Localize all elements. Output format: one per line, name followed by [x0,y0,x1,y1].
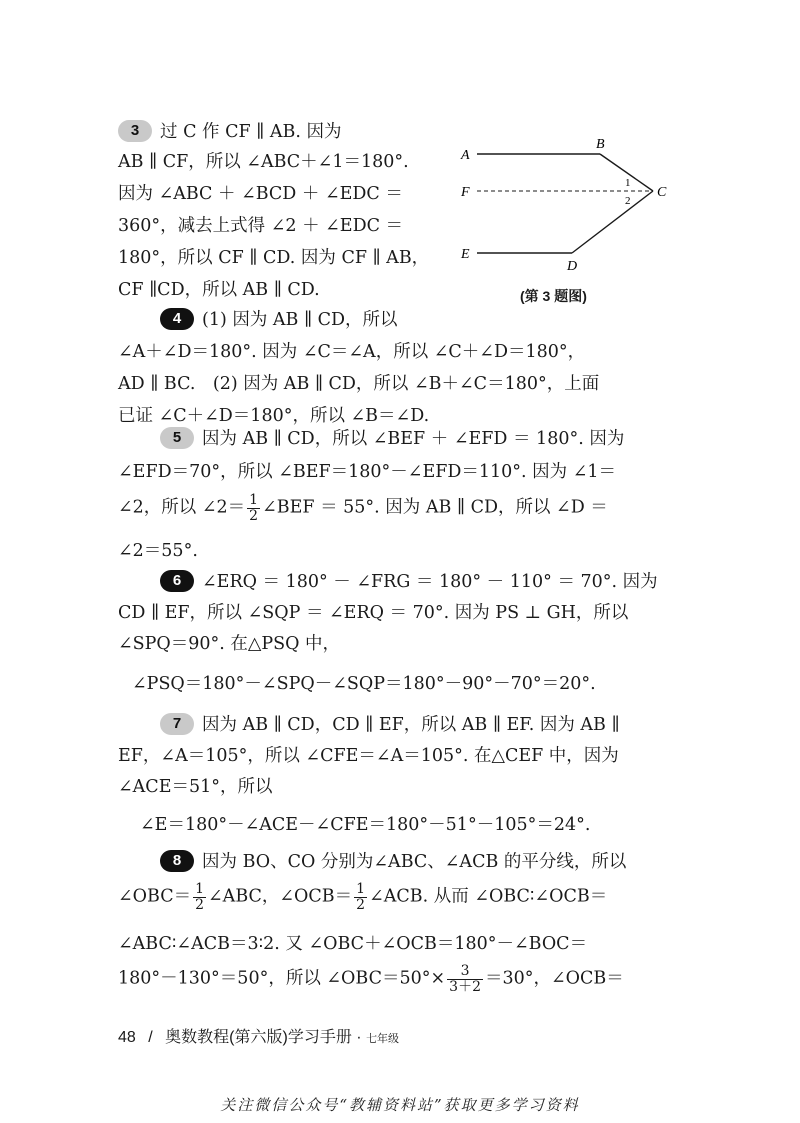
solution-6-line-3: ∠SPQ＝90°. 在△PSQ 中， [118,634,341,654]
label-d: D [567,259,578,274]
grade-label: 七年级 [366,1033,400,1045]
label-angle-2: 2 [625,195,631,207]
label-angle-1: 1 [625,177,631,189]
footer-separator: / [148,1029,153,1046]
solution-7-line-3: ∠ACE＝51°，所以 [118,777,273,797]
solution-3-line-6: CF ∥CD，所以 AB ∥ CD. [118,280,320,300]
figure-caption: (第 3 题图) [520,288,587,304]
solution-5-line-3: ∠2，所以 ∠2＝ $\frac{1}{2}$ ∠BEF ＝ 55°. 因为 AB ∥ CD，所以 ∠D ＝ [118,492,608,524]
label-c: C [657,185,667,200]
solution-3-line-5: 180°，所以 CF ∥ CD. 因为 CF ∥ AB， [118,248,430,268]
solution-4-line-4: 已证 ∠C＋∠D＝180°，所以 ∠B＝∠D. [118,406,430,426]
problem-number-badge: 3 [118,120,152,142]
solution-8-line-2: ∠OBC＝ $\frac{1}{2}$ ∠ABC，∠OCB＝ $\frac{1}{2}$ ∠ACB. 从而 ∠OBC∶∠OCB＝ [118,881,608,913]
fraction-three-fifths: $\frac{3}{3+2}$ [449,963,481,995]
solution-3-line-3: 因为 ∠ABC ＋ ∠BCD ＋ ∠EDC ＝ [118,184,403,204]
problem-number-badge: 5 [160,427,194,449]
solution-5-line-4: ∠2＝55°. [118,541,198,561]
solution-6-line-1: 6 ∠ERQ ＝ 180° － ∠FRG ＝ 180° － 110° ＝ 70°. 因为 [160,568,658,593]
label-f: F [461,185,470,200]
solution-4-line-3: AD ∥ BC. (2) 因为 AB ∥ CD，所以 ∠B＋∠C＝180°，上面 [118,374,600,394]
solution-5-line-1: 5 因为 AB ∥ CD，所以 ∠BEF ＋ ∠EFD ＝ 180°. 因为 [160,425,624,450]
solution-8-line-3: ∠ABC∶∠ACB＝3∶2. 又 ∠OBC＋∠OCB＝180°－∠BOC＝ [118,934,588,954]
solution-3-line-2: AB ∥ CF，所以 ∠ABC＋∠1＝180°. [118,152,409,172]
problem-3-figure [455,130,685,280]
fraction-one-half: $\frac{1}{2}$ [249,492,259,524]
problem-number-badge: 6 [160,570,194,592]
problem-number-badge: 4 [160,308,194,330]
solution-7-line-2: EF，∠A＝105°，所以 ∠CFE＝∠A＝105°. 在△CEF 中，因为 [118,746,619,766]
solution-3-line-4: 360°，减去上式得 ∠2 ＋ ∠EDC ＝ [118,216,404,236]
footer-dot: · [356,1029,362,1046]
page-footer [118,1024,399,1047]
book-title: 奥数教程(第六版)学习手册 [165,1029,352,1046]
watermark-text: 关注微信公众号“教辅资料站”获取更多学习资料 [220,1096,580,1114]
segment-cd [572,191,653,253]
solution-4-line-1: 4 (1) 因为 AB ∥ CD，所以 [160,306,398,331]
solution-8-line-1: 8 因为 BO、CO 分别为∠ABC、∠ACB 的平分线，所以 [160,848,626,873]
label-b: B [596,137,605,152]
solution-4-line-2: ∠A＋∠D＝180°. 因为 ∠C＝∠A，所以 ∠C＋∠D＝180°， [118,342,586,362]
solution-8-line-4: 180°－130°＝50°，所以 ∠OBC＝50°× $\frac{3}{3+2}$ ＝30°，∠OCB＝ [118,963,624,995]
page-number: 48 [118,1029,136,1046]
solution-7-equation: ∠E＝180°－∠ACE－∠CFE＝180°－51°－105°＝24°. [140,815,591,835]
problem-number-badge: 7 [160,713,194,735]
fraction-one-half: $\frac{1}{2}$ [356,881,366,913]
solution-5-line-2: ∠EFD＝70°，所以 ∠BEF＝180°－∠EFD＝110°. 因为 ∠1＝ [118,462,617,482]
label-a: A [461,148,470,163]
solution-6-line-2: CD ∥ EF，所以 ∠SQP ＝ ∠ERQ ＝ 70°. 因为 PS ⊥ GH，所以 [118,603,629,623]
fraction-one-half: $\frac{1}{2}$ [195,881,205,913]
solution-6-equation: ∠PSQ＝180°－∠SPQ－∠SQP＝180°－90°－70°＝20°. [132,674,596,694]
problem-number-badge: 8 [160,850,194,872]
solution-3-line-1: 3 过 C 作 CF ∥ AB. 因为 [118,118,341,143]
solution-7-line-1: 7 因为 AB ∥ CD，CD ∥ EF，所以 AB ∥ EF. 因为 AB ∥ [160,711,620,736]
label-e: E [461,247,470,262]
